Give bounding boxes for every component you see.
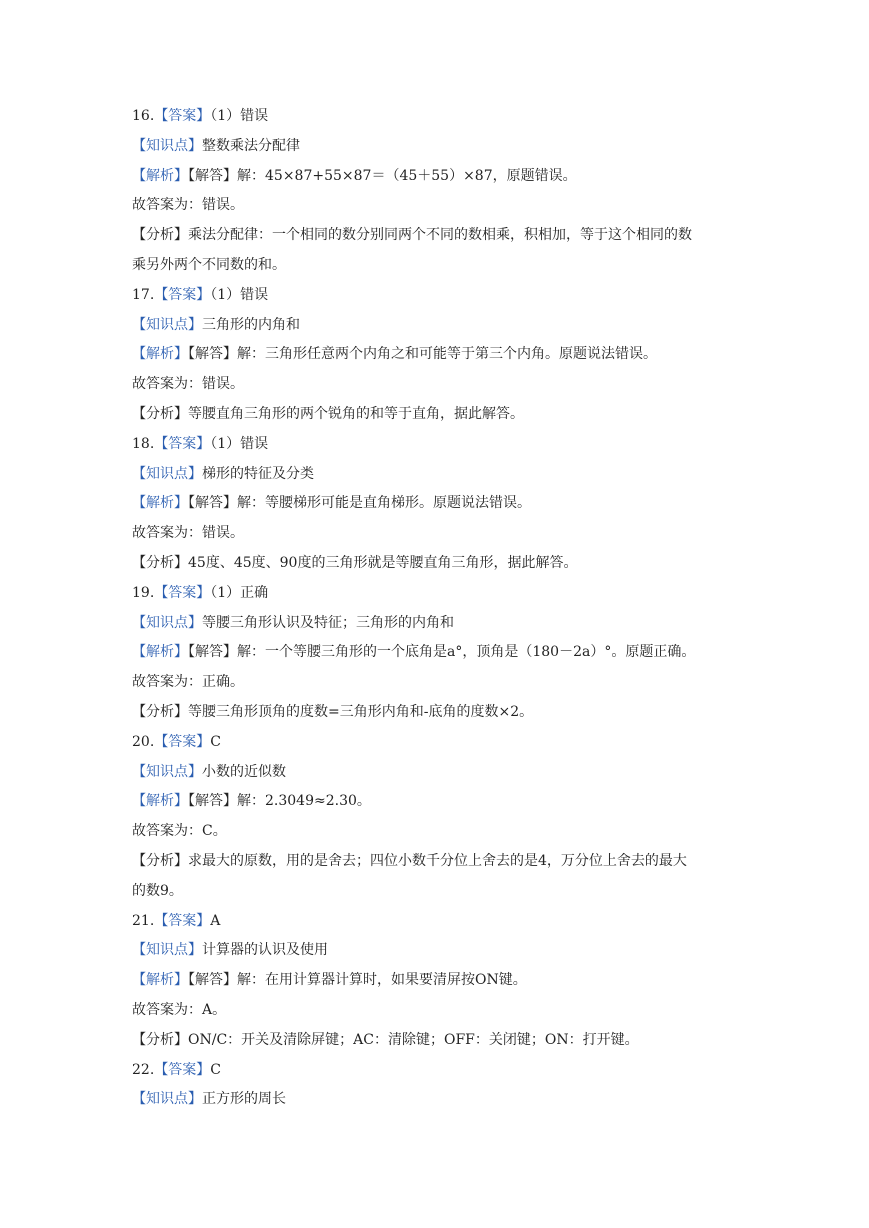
- text-line: [132, 340, 752, 370]
- line-text: （1）错误: [210, 286, 269, 303]
- text-line: [132, 370, 752, 400]
- answer-content: [132, 102, 752, 1115]
- line-text: 正方形的周长: [202, 1091, 286, 1108]
- section-label: 【解析】: [132, 793, 188, 810]
- text-line: [132, 430, 752, 460]
- text-line: [132, 609, 752, 639]
- text-line: [132, 877, 752, 907]
- section-label: 【解析】: [132, 644, 188, 661]
- line-text: （1）错误: [210, 435, 269, 452]
- text-line: [132, 728, 752, 758]
- section-label: 【知识点】: [132, 1091, 202, 1108]
- text-line: [132, 460, 752, 490]
- text-line: [132, 966, 752, 996]
- section-label: 【答案】: [154, 108, 211, 124]
- text-line: [132, 400, 752, 430]
- line-text: 22.: [132, 1061, 155, 1078]
- section-label: 【知识点】: [132, 137, 202, 154]
- line-text: 故答案为：错误。: [132, 525, 244, 542]
- text-line: [132, 787, 752, 817]
- line-text: 等腰三角形认识及特征；三角形的内角和: [202, 614, 454, 631]
- text-line: [132, 847, 752, 877]
- section-label: 【解析】: [132, 495, 188, 512]
- section-label: 【知识点】: [132, 763, 202, 780]
- section-label: 【解析】: [132, 167, 188, 184]
- line-text: 小数的近似数: [202, 763, 286, 780]
- line-text: 18.: [132, 435, 155, 452]
- line-text: 【分析】求最大的原数，用的是舍去；四位小数千分位上舍去的是4，万分位上舍去的最大: [132, 852, 687, 869]
- text-line: [132, 579, 752, 609]
- line-text: （1）正确: [210, 584, 269, 601]
- line-text: 计算器的认识及使用: [202, 942, 328, 959]
- line-text: 【解答】解：一个等腰三角形的一个底角是a°，顶角是（180－2a）°。原题正确。: [188, 644, 696, 661]
- text-line: [132, 817, 752, 847]
- section-label: 【知识点】: [132, 614, 202, 631]
- line-text: 【解答】解：等腰梯形可能是直角梯形。原题说法错误。: [188, 495, 531, 512]
- line-text: 三角形的内角和: [202, 316, 300, 333]
- text-line: [132, 162, 752, 192]
- line-text: 19.: [132, 584, 155, 601]
- line-text: C: [210, 733, 221, 750]
- text-line: [132, 519, 752, 549]
- line-text: 【解答】解：2.3049≈2.30。: [188, 793, 371, 810]
- section-label: 【答案】: [154, 733, 211, 750]
- text-line: [132, 1026, 752, 1056]
- text-line: [132, 668, 752, 698]
- line-text: 20.: [132, 733, 155, 750]
- section-label: 【答案】: [154, 912, 211, 929]
- section-label: 【答案】: [154, 1061, 211, 1078]
- line-text: 故答案为：正确。: [132, 674, 244, 691]
- line-text: 梯形的特征及分类: [202, 465, 314, 482]
- line-text: 故答案为：A。: [132, 1001, 227, 1018]
- line-text: 17.: [132, 286, 155, 303]
- line-text: 故答案为：错误。: [132, 197, 244, 214]
- line-text: 16.: [132, 108, 155, 124]
- line-text: 【分析】ON/C：开关及清除屏键；AC：清除键；OFF：关闭键；ON：打开键。: [132, 1031, 639, 1048]
- line-text: 故答案为：C。: [132, 823, 227, 840]
- text-line: [132, 132, 752, 162]
- line-text: 的数9。: [132, 882, 183, 899]
- line-text: 乘另外两个不同数的和。: [132, 256, 286, 273]
- text-line: [132, 698, 752, 728]
- text-line: [132, 221, 752, 251]
- line-text: 【分析】45度、45度、90度的三角形就是等腰直角三角形，据此解答。: [132, 554, 578, 571]
- section-label: 【答案】: [154, 435, 211, 452]
- section-label: 【知识点】: [132, 316, 202, 333]
- line-text: 【分析】乘法分配律：一个相同的数分别同两个不同的数相乘，积相加，等于这个相同的数: [132, 227, 692, 244]
- line-text: 【解答】解：45×87+55×87＝（45＋55）×87，原题错误。: [188, 167, 577, 184]
- section-label: 【知识点】: [132, 465, 202, 482]
- text-line: [132, 251, 752, 281]
- text-line: [132, 1056, 752, 1086]
- line-text: 【解答】解：三角形任意两个内角之和可能等于第三个内角。原题说法错误。: [188, 346, 657, 363]
- text-line: [132, 281, 752, 311]
- text-line: [132, 191, 752, 221]
- text-line: [132, 1085, 752, 1115]
- line-text: 【分析】等腰三角形顶角的度数=三角形内角和-底角的度数×2。: [132, 703, 534, 720]
- section-label: 【解析】: [132, 972, 188, 989]
- text-line: [132, 311, 752, 341]
- text-line: [132, 102, 752, 132]
- line-text: 【分析】等腰直角三角形的两个锐角的和等于直角，据此解答。: [132, 405, 524, 422]
- section-label: 【解析】: [132, 346, 188, 363]
- section-label: 【知识点】: [132, 942, 202, 959]
- line-text: （1）错误: [210, 108, 269, 124]
- section-label: 【答案】: [154, 286, 211, 303]
- text-line: [132, 638, 752, 668]
- text-line: [132, 758, 752, 788]
- line-text: 【解答】解：在用计算器计算时，如果要清屏按ON键。: [188, 972, 527, 989]
- text-line: [132, 996, 752, 1026]
- text-line: [132, 489, 752, 519]
- line-text: C: [210, 1061, 221, 1078]
- line-text: 21.: [132, 912, 155, 929]
- text-line: [132, 907, 752, 937]
- line-text: 整数乘法分配律: [202, 137, 300, 154]
- line-text: 故答案为：错误。: [132, 376, 244, 393]
- section-label: 【答案】: [154, 584, 211, 601]
- text-line: [132, 936, 752, 966]
- text-line: [132, 549, 752, 579]
- line-text: A: [210, 912, 221, 929]
